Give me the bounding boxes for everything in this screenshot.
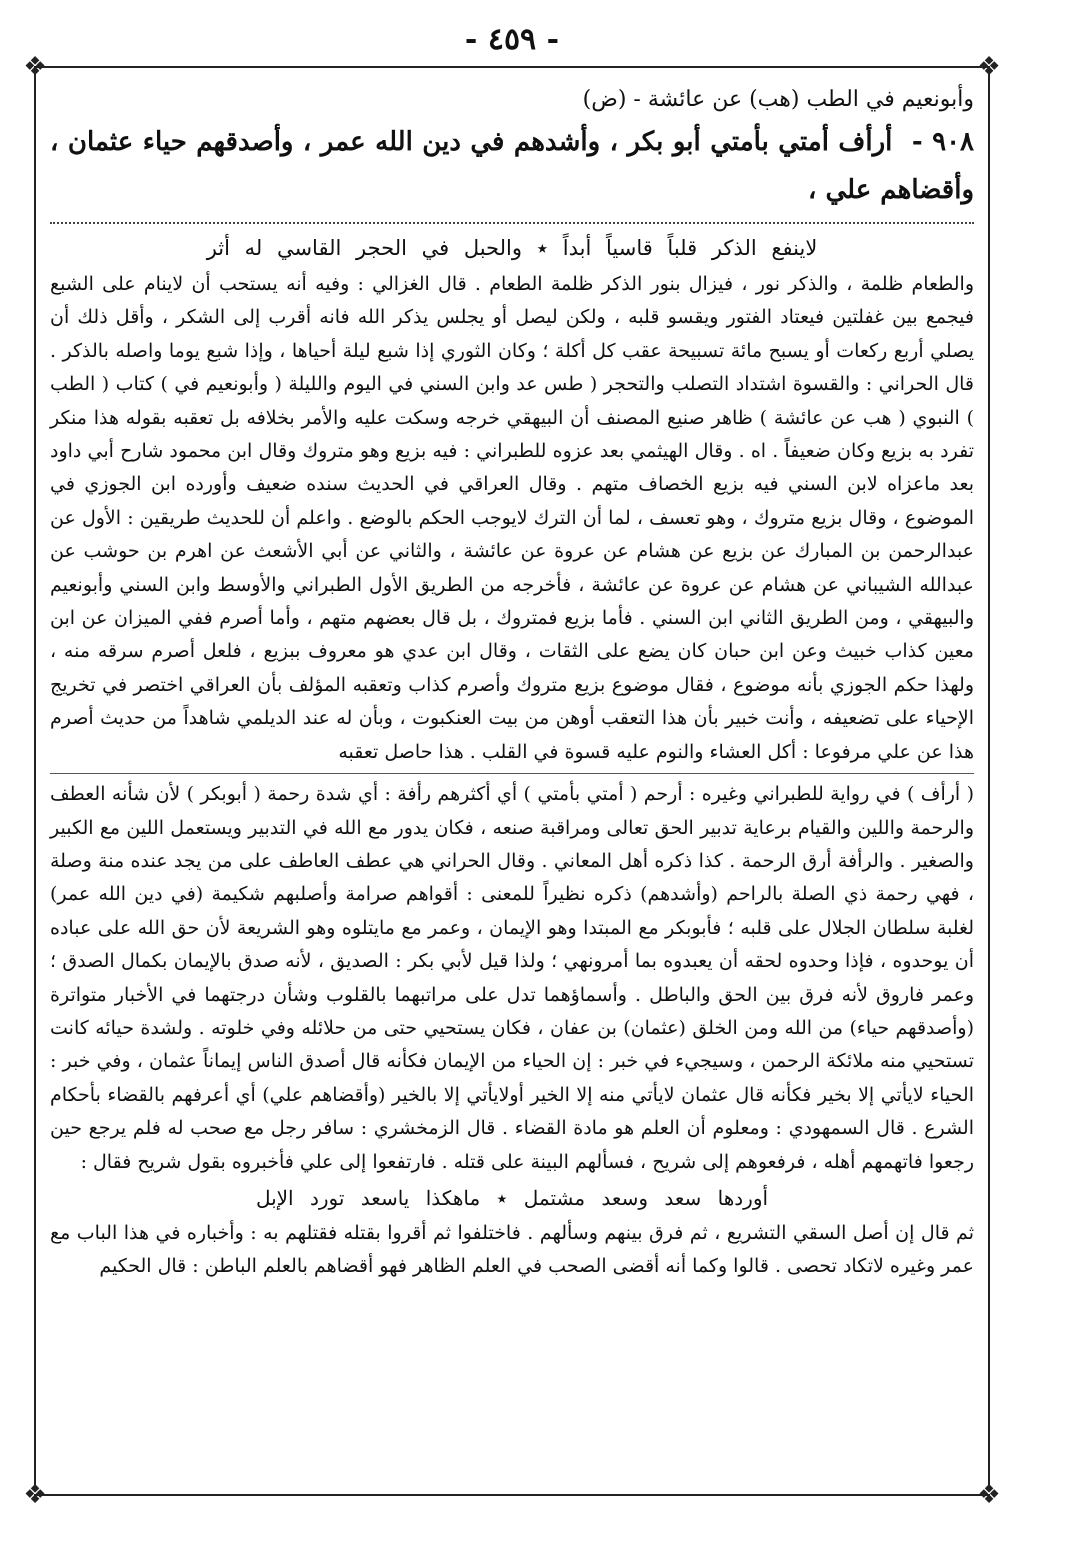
hadith-line [50, 118, 974, 224]
corner-ornament-icon: ❖ [977, 1480, 1001, 1510]
hadith-text: أرأف أمتي بأمتي أبو بكر ، وأشدهم في دين الله عمر ، وأصدقهم حياء عثمان ، وأقضاهم علي ، [50, 127, 974, 205]
poem-line: لاينفع الذكر قلباً قاسياً أبداً ٭ والحبل في الحجر القاسي له أثر [206, 236, 818, 260]
corner-ornament-icon: ❖ [23, 52, 47, 82]
corner-ornament-icon: ❖ [977, 52, 1001, 82]
source-line: وأبونعيم في الطب (هب) عن عائشة - (ض) [582, 87, 974, 112]
commentary-paragraph-2: ( أرأف ) في رواية للطبراني وغيره : أرحم ( أمتي بأمتي ) أي أكثرهم رأفة : أي شدة رحمة ( أبوبكر ) لأن شأنه العطف والرحمة واللين والقيام برعاية تدبير الحق تعالى ومراقبة صنعه ، فكان يدور مع الله في التدبير ويستعمل اللين مع الكبير والصغير . والرأفة أرق الرحمة . كذا ذكره أهل المعاني . وقال الحراني هي عطف العاطف على من يجد عنده منة وصلة ، فهي رحمة ذي الصلة بالراحم (وأشدهم) ذكره نظيراً للمعنى : أقواهم صرامة وأصلبهم شكيمة (في دين الله عمر) لغلبة سلطان الجلال على قلبه ؛ فأبوبكر مع المبتدا وهو الإيمان ، وعمر مع مايتلوه وهو الشريعة لأن حق الله على عباده أن يوحدوه ، فإذا وحدوه لحقه أن يعبدوه بما أمرونهي ؛ ولذا قيل لأبي بكر : الصديق ، لأنه صدق بالإيمان بكمال الصدق ؛ وعمر فاروق لأنه فرق بين الحق والباطل . وأسماؤهما تدل على مراتبهما بالقلوب وشأن درجتهما في الأخبار متواترة (وأصدقهم حياء) من الله ومن الخلق (عثمان) بن عفان ، فكان يستحيي حتى من حلائله وفي خلوته . ولشدة حيائه كانت تستحيي منه ملائكة الرحمن ، وسيجيء في خبر : إن الحياء من الإيمان فكأنه قال أصدق الناس إيماناً عثمان ، وفي خبر : الحياء لايأتي إلا بخير فكأنه قال عثمان لايأتي منه إلا الخير أولايأتي إلا بالخير (وأقضاهم علي) أي أعرفهم بالقضاء بأحكام الشرع . قال السمهودي : ومعلوم أن العلم هو مادة القضاء . قال الزمخشري : سافر رجل مع صحب له فلم يرجع حين رجعوا فاتهمهم أهله ، فرفعوهم إلى شريح ، فسألهم البينة على قتله . فارتفعوا إلى علي فأخبروه بقول شريح فقال : [50, 773, 974, 1179]
commentary-paragraph-1: والطعام ظلمة ، والذكر نور ، فيزال بنور الذكر ظلمة الطعام . قال الغزالي : وفيه أنه يستحب أن لاينام على الشبع فيجمع بين غفلتين فيعتاد الفتور ويقسو قلبه ، ولكن ليصل أو يجلس يذكر الله فانه أقرب إلى الشكر ، وأقل ذلك أن يصلي أربع ركعات أو يسبح مائة تسبيحة عقب كل أكلة ؛ وكان الثوري إذا شبع ليلة أحياها ، وإذا شبع يوما واصله بالذكر . قال الحراني : والقسوة اشتداد التصلب والتحجر ( طس عد وابن السني في اليوم والليلة ( وأبونعيم في ) كتاب ( الطب ) النبوي ( هب عن عائشة ) ظاهر صنيع المصنف أن البيهقي خرجه وسكت عليه والأمر بخلافه بل تعقبه بقوله هذا منكر تفرد به بزيع وكان ضعيفاً . اه . وقال الهيثمي بعد عزوه للطبراني : فيه بزيع وهو متروك وقال ابن محمود شارح أبي داود بعد ماعزاه لابن السني فيه بزيع الخصاف متهم . وقال العراقي في الحديث سنده ضعيف وأورده ابن الجوزي في الموضوع ، وقال بزيع متروك ، وهو تعسف ، لما أن الترك لايوجب الحكم بالوضع . واعلم أن للحديث طريقين : الأول عن عبدالرحمن بن المبارك عن بزيع عن هشام عن عروة عن عائشة ، والثاني عن أبي الأشعث عن اهرم بن حوشب عن عبدالله الشيباني عن هشام عن عروة عن عائشة ، فأخرجه من الطريق الأول الطبراني والأوسط وابن السني وأبونعيم والبيهقي ، ومن الطريق الثاني ابن السني . فأما بزيع فمتروك ، بل قال بعضهم متهم ، وأما أصرم ففي الميزان عن ابن معين كذاب خبيث وعن ابن حبان كان يضع على الثقات ، وقال ابن عدي هو معروف ببزيع ، فلعل أصرم سرقه منه ، ولهذا حكم الجوزي بأنه موضوع ، فقال موضوع بزيع متروك وأصرم كذاب وتعقبه المؤلف بأن العراقي اختصر في تخريج الإحياء على تضعيفه ، وأنت خبير بأن هذا التعقب أوهن من بيت العنكبوت ، وبأن له عند الديلمي شاهداً من حديث أصرم هذا عن علي مرفوعا : أكل العشاء والنوم عليه قسوة في القلب . هذا حاصل تعقبه [50, 273, 974, 763]
commentary-paragraph-3: ثم قال إن أصل السقي التشريع ، ثم فرق بينهم وسألهم . فاختلفوا ثم أقروا بقتله فقتلهم به : وأخباره في هذا الباب مع عمر وغيره لاتكاد تحصى . قالوا وكما أنه أقضى الصحب في العلم الظاهر فهو أقضاهم بالعلم الباطن : قال الحكيم [50, 1221, 974, 1278]
frame-left-border [34, 70, 36, 1490]
page-number: - ٤٥٩ - [464, 22, 560, 57]
corner-ornament-icon: ❖ [23, 1480, 47, 1510]
frame-top-border [34, 66, 990, 68]
page-content [50, 82, 974, 1284]
hadith-number: ٩٠٨ - [911, 127, 975, 157]
frame-bottom-border [34, 1494, 990, 1496]
frame-right-border [988, 70, 990, 1490]
verse-line: أوردها سعد وسعد مشتمل ٭ ماهكذا ياسعد تورد الإبل [255, 1185, 769, 1210]
